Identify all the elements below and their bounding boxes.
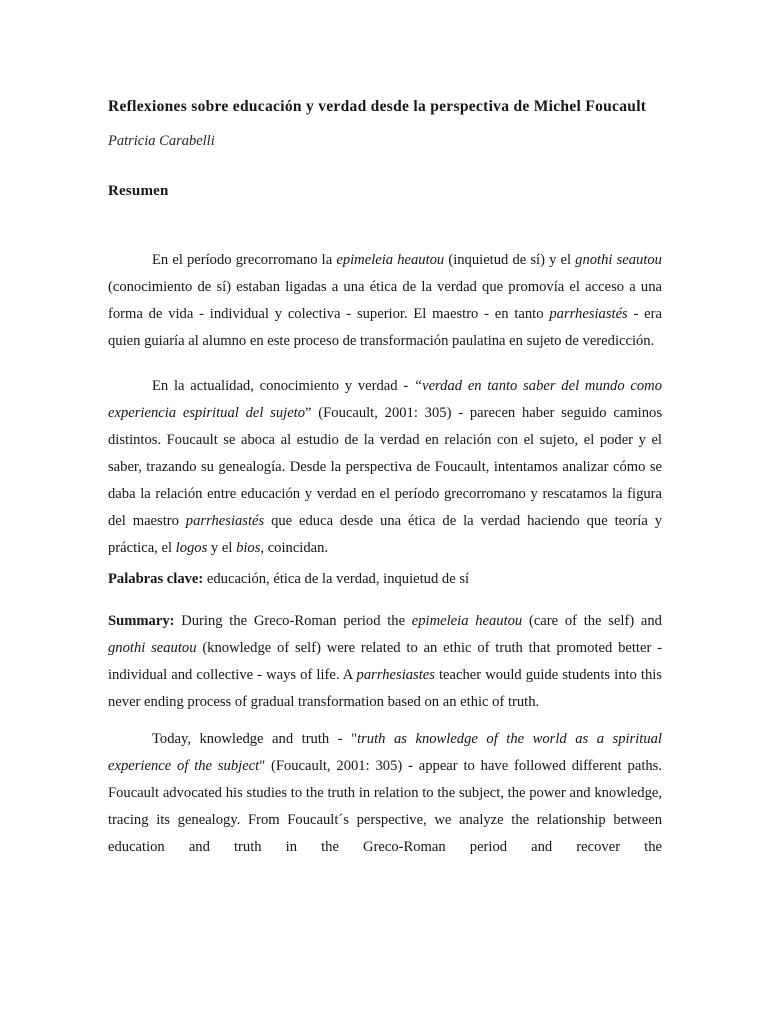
text-segment: epimeleia heautou	[336, 252, 445, 268]
text-segment: Today, knowledge and truth - "	[152, 731, 358, 747]
text-segment: “verdad en tanto saber del mundo como experiencia espiritual del sujeto	[108, 378, 662, 421]
text-segment: y el	[207, 540, 237, 556]
text-segment: bios	[236, 540, 261, 556]
text-segment: truth as knowledge of the world as a spiritual experience of the subject	[108, 731, 662, 774]
text-segment: - era quien guiaría al alumno en este proceso de transformación paulatina en sujeto de veredicción.	[108, 306, 662, 349]
text-segment: En la actualidad, conocimiento y verdad -	[152, 378, 414, 394]
paper-author: Patricia Carabelli	[108, 133, 215, 149]
text-segment: En el período grecorromano la	[152, 252, 337, 268]
text-segment: educación, ética de la verdad, inquietud de sí	[203, 571, 470, 587]
text-segment: que educa desde una ética de la verdad haciendo que teoría y práctica, el	[108, 513, 662, 556]
abstract-paragraph-2	[108, 373, 662, 562]
text-segment: (knowledge of self) were related to an ethic of truth that promoted better - individual and collective - ways of life. A	[108, 640, 662, 683]
abstract-paragraph-1	[108, 247, 662, 355]
text-segment: (conocimiento de sí) estaban ligadas a una ética de la verdad que promovía el acceso a una forma de vida - individual y colectiva - superior. El maestro - en tanto	[108, 279, 662, 322]
text-segment: epimeleia heautou	[411, 613, 523, 629]
text-segment: teacher would guide students into this never ending process of gradual transformation based on an ethic of truth.	[108, 667, 662, 710]
page-content	[108, 0, 662, 861]
resumen-heading: Resumen	[108, 183, 169, 199]
keywords-line	[108, 566, 662, 593]
text-segment: Palabras clave:	[108, 571, 204, 587]
text-segment: Summary:	[108, 613, 175, 629]
text-segment: (inquietud de sí) y el	[444, 252, 576, 268]
text-segment: (care of the self) and	[522, 613, 662, 629]
text-segment: " (Foucault, 2001: 305) - appear to have followed different paths. Foucault advocated his studies to the truth in relation to the subject, the power and knowledge, tracing its genealogy. From Foucault´s perspective, we analyze the relationship between education and truth in the Greco-Roman period and recover the	[108, 758, 662, 855]
text-segment: ” (Foucault, 2001: 305) - parecen haber seguido caminos distintos. Foucault se aboca al estudio de la verdad en relación con el sujeto, el poder y el saber, trazando su genealogía. Desde la perspectiva de Foucault, intentamos analizar cómo se daba la relación entre educación y verdad en el período grecorromano y rescatamos la figura del maestro	[108, 405, 662, 529]
text-segment: parrhesiastés	[549, 306, 628, 322]
text-segment: parrhesiastes	[356, 667, 435, 683]
text-segment: gnothi seautou	[575, 252, 662, 268]
text-segment: parrhesiastés	[185, 513, 265, 529]
text-segment: , coincidan.	[260, 540, 329, 556]
text-segment: During the Greco-Roman period the	[174, 613, 412, 629]
summary-paragraph-2	[108, 726, 662, 861]
summary-paragraph-1	[108, 608, 662, 716]
text-segment: gnothi seautou	[108, 640, 197, 656]
paper-title: Reflexiones sobre educación y verdad desde la perspectiva de Michel Foucault	[108, 98, 647, 115]
text-segment: logos	[175, 540, 208, 556]
